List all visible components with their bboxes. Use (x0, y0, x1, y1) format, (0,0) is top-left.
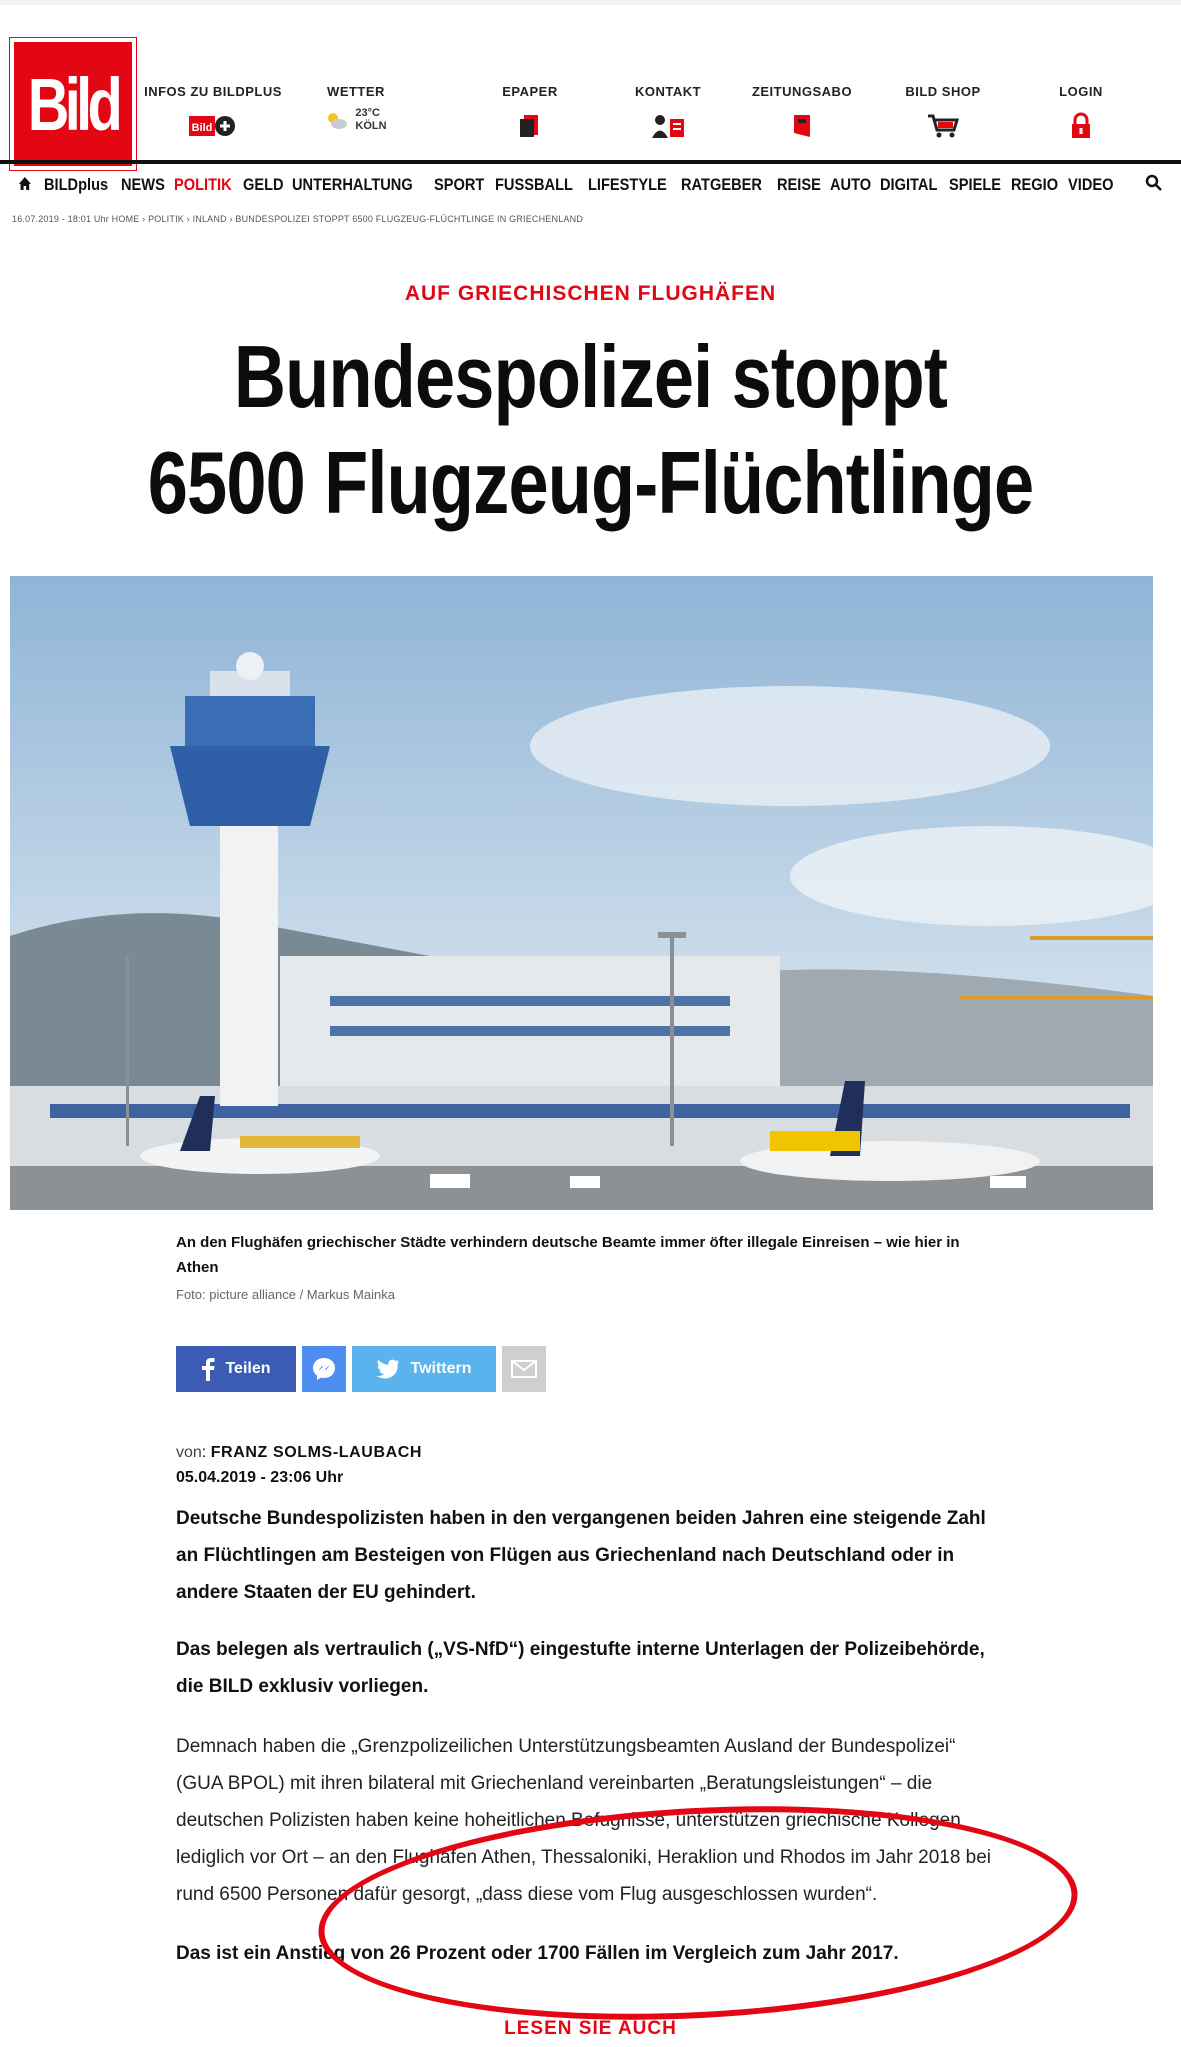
twitter-icon (376, 1359, 400, 1379)
share-twitter-button[interactable] (352, 1346, 496, 1392)
mail-icon (511, 1360, 537, 1378)
author-block: von: FRANZ SOLMS-LAUBACH 05.04.2019 - 23:06 Uhr (176, 1440, 422, 1490)
weather-temp: 23°C (355, 107, 380, 119)
lock-icon (1036, 109, 1126, 143)
nav-item-regio[interactable]: REGIO (1011, 175, 1059, 194)
weather-city: KÖLN (355, 120, 387, 132)
abo-label: ZEITUNGSABO (751, 84, 853, 99)
article-paragraph-4: Das ist ein Anstieg von 26 Prozent oder 1700 Fällen im Vergleich zum Jahr 2017. (176, 1943, 899, 1964)
article-paragraph-2: Das belegen als vertraulich („VS-NfD“) eingestufte interne Unterlagen der Polizeibehörde, die BILD exklusiv vorliegen. (176, 1639, 985, 1697)
nav-item-video[interactable]: VIDEO (1068, 175, 1114, 194)
article-paragraph-1: Deutsche Bundespolizisten haben in den vergangenen beiden Jahren eine steigende Zahl an Flüchtlingen am Besteigen von Flügen aus Griechenland nach Deutschland oder in andere Staaten der EU gehindert. (176, 1508, 986, 1603)
nav-bild-shop[interactable] (898, 84, 988, 154)
image-credit: Foto: picture alliance / Markus Mainka (176, 1287, 395, 1302)
nav-item-unterhaltung[interactable]: UNTERHALTUNG (291, 175, 413, 194)
author-name[interactable]: FRANZ SOLMS-LAUBACH (210, 1444, 423, 1461)
main-navigation (0, 160, 1181, 206)
nav-item-geld[interactable]: GELD (242, 175, 284, 194)
nav-login[interactable] (1036, 84, 1126, 154)
headline-line-1: Bundespolizei stoppt (233, 327, 948, 426)
share-bar (176, 1346, 546, 1392)
bild-logo[interactable] (10, 38, 136, 170)
headline-line-2: 6500 Flugzeug-Flüchtlinge (147, 433, 1034, 532)
newspaper-icon (745, 109, 859, 143)
nav-item-sport[interactable]: SPORT (434, 175, 485, 194)
nav-item-bildplus[interactable]: BILDplus (44, 175, 109, 194)
epaper-label: EPAPER (502, 84, 558, 99)
nav-item-reise[interactable]: REISE (777, 175, 822, 194)
weather-label: WETTER (327, 84, 385, 99)
shop-label: BILD SHOP (905, 84, 981, 99)
share-facebook-label: Teilen (225, 1360, 271, 1377)
share-messenger-button[interactable] (302, 1346, 346, 1392)
author-prefix: von (176, 1444, 202, 1461)
nav-item-digital[interactable]: DIGITAL (880, 175, 938, 194)
bildplus-label: INFOS ZU BILDPLUS (144, 84, 282, 99)
image-caption: An den Flughäfen griechischer Städte verhindern deutsche Beamte immer öfter illegale Einreisen – wie hier in Athen (176, 1234, 960, 1276)
cart-icon (898, 109, 988, 143)
nav-weather[interactable] (316, 84, 396, 154)
nav-item-politik[interactable]: POLITIK (173, 175, 232, 194)
publish-date: 05.04.2019 - 23:06 Uhr (176, 1469, 344, 1486)
sun-cloud-icon (325, 110, 349, 130)
nav-epaper[interactable] (490, 84, 570, 154)
home-icon[interactable] (18, 176, 32, 195)
nav-item-fussball[interactable]: FUSSBALL (494, 175, 573, 194)
nav-item-ratgeber[interactable]: RATGEBER (681, 175, 763, 194)
share-twitter-label: Twittern (410, 1360, 472, 1377)
nav-item-lifestyle[interactable]: LIFESTYLE (587, 175, 667, 194)
article-kicker: AUF GRIECHISCHEN FLUGHÄFEN (404, 282, 777, 305)
nav-item-news[interactable]: NEWS (120, 175, 165, 194)
bildplus-icon (138, 109, 288, 143)
top-border (0, 0, 1181, 5)
breadcrumb: 16.07.2019 - 18:01 Uhr HOME › POLITIK › INLAND › BUNDESPOLIZEI STOPPT 6500 FLUGZEUG-FLÜCHTLINGE IN GRIECHENLAND (12, 214, 584, 224)
nav-item-spiele[interactable]: SPIELE (948, 175, 1001, 194)
read-more-heading: LESEN SIE AUCH (504, 2018, 677, 2039)
login-label: LOGIN (1059, 84, 1103, 99)
contact-icon (624, 109, 712, 143)
article-headline (0, 324, 1181, 536)
share-mail-button[interactable] (502, 1346, 546, 1392)
kontakt-label: KONTAKT (634, 84, 702, 99)
messenger-icon (311, 1356, 337, 1382)
nav-zeitungsabo[interactable] (745, 84, 859, 154)
facebook-icon (201, 1357, 215, 1381)
article-paragraph-3: Demnach haben die „Grenzpolizeilichen Unterstützungsbeamten Ausland der Bundespolizei“ (GUA BPOL) mit ihren bilateral mit Griechenland vereinbarten „Beratungsleistungen“ – die deutschen Polizisten haben keine hoheitlichen Befugnisse, unterstützen griechische Kollegen lediglich vor Ort – an den Flughäfen Athen, Thessaloniki, Heraklion und Rhodos im Jahr 2018 bei rund 6500 Personen dafür gesorgt, „dass diese vom Flug ausgeschlossen wurden“. (176, 1736, 992, 1905)
nav-bildplus-info[interactable] (138, 84, 288, 154)
nav-kontakt[interactable] (624, 84, 712, 154)
hero-image-athens-airport (10, 576, 1153, 1210)
nav-item-auto[interactable]: AUTO (830, 175, 872, 194)
share-facebook-button[interactable] (176, 1346, 296, 1392)
search-icon[interactable] (1145, 174, 1163, 197)
logo-text: Bild (27, 62, 119, 146)
epaper-icon (490, 109, 570, 143)
svg-text:Bild: Bild (191, 122, 213, 134)
